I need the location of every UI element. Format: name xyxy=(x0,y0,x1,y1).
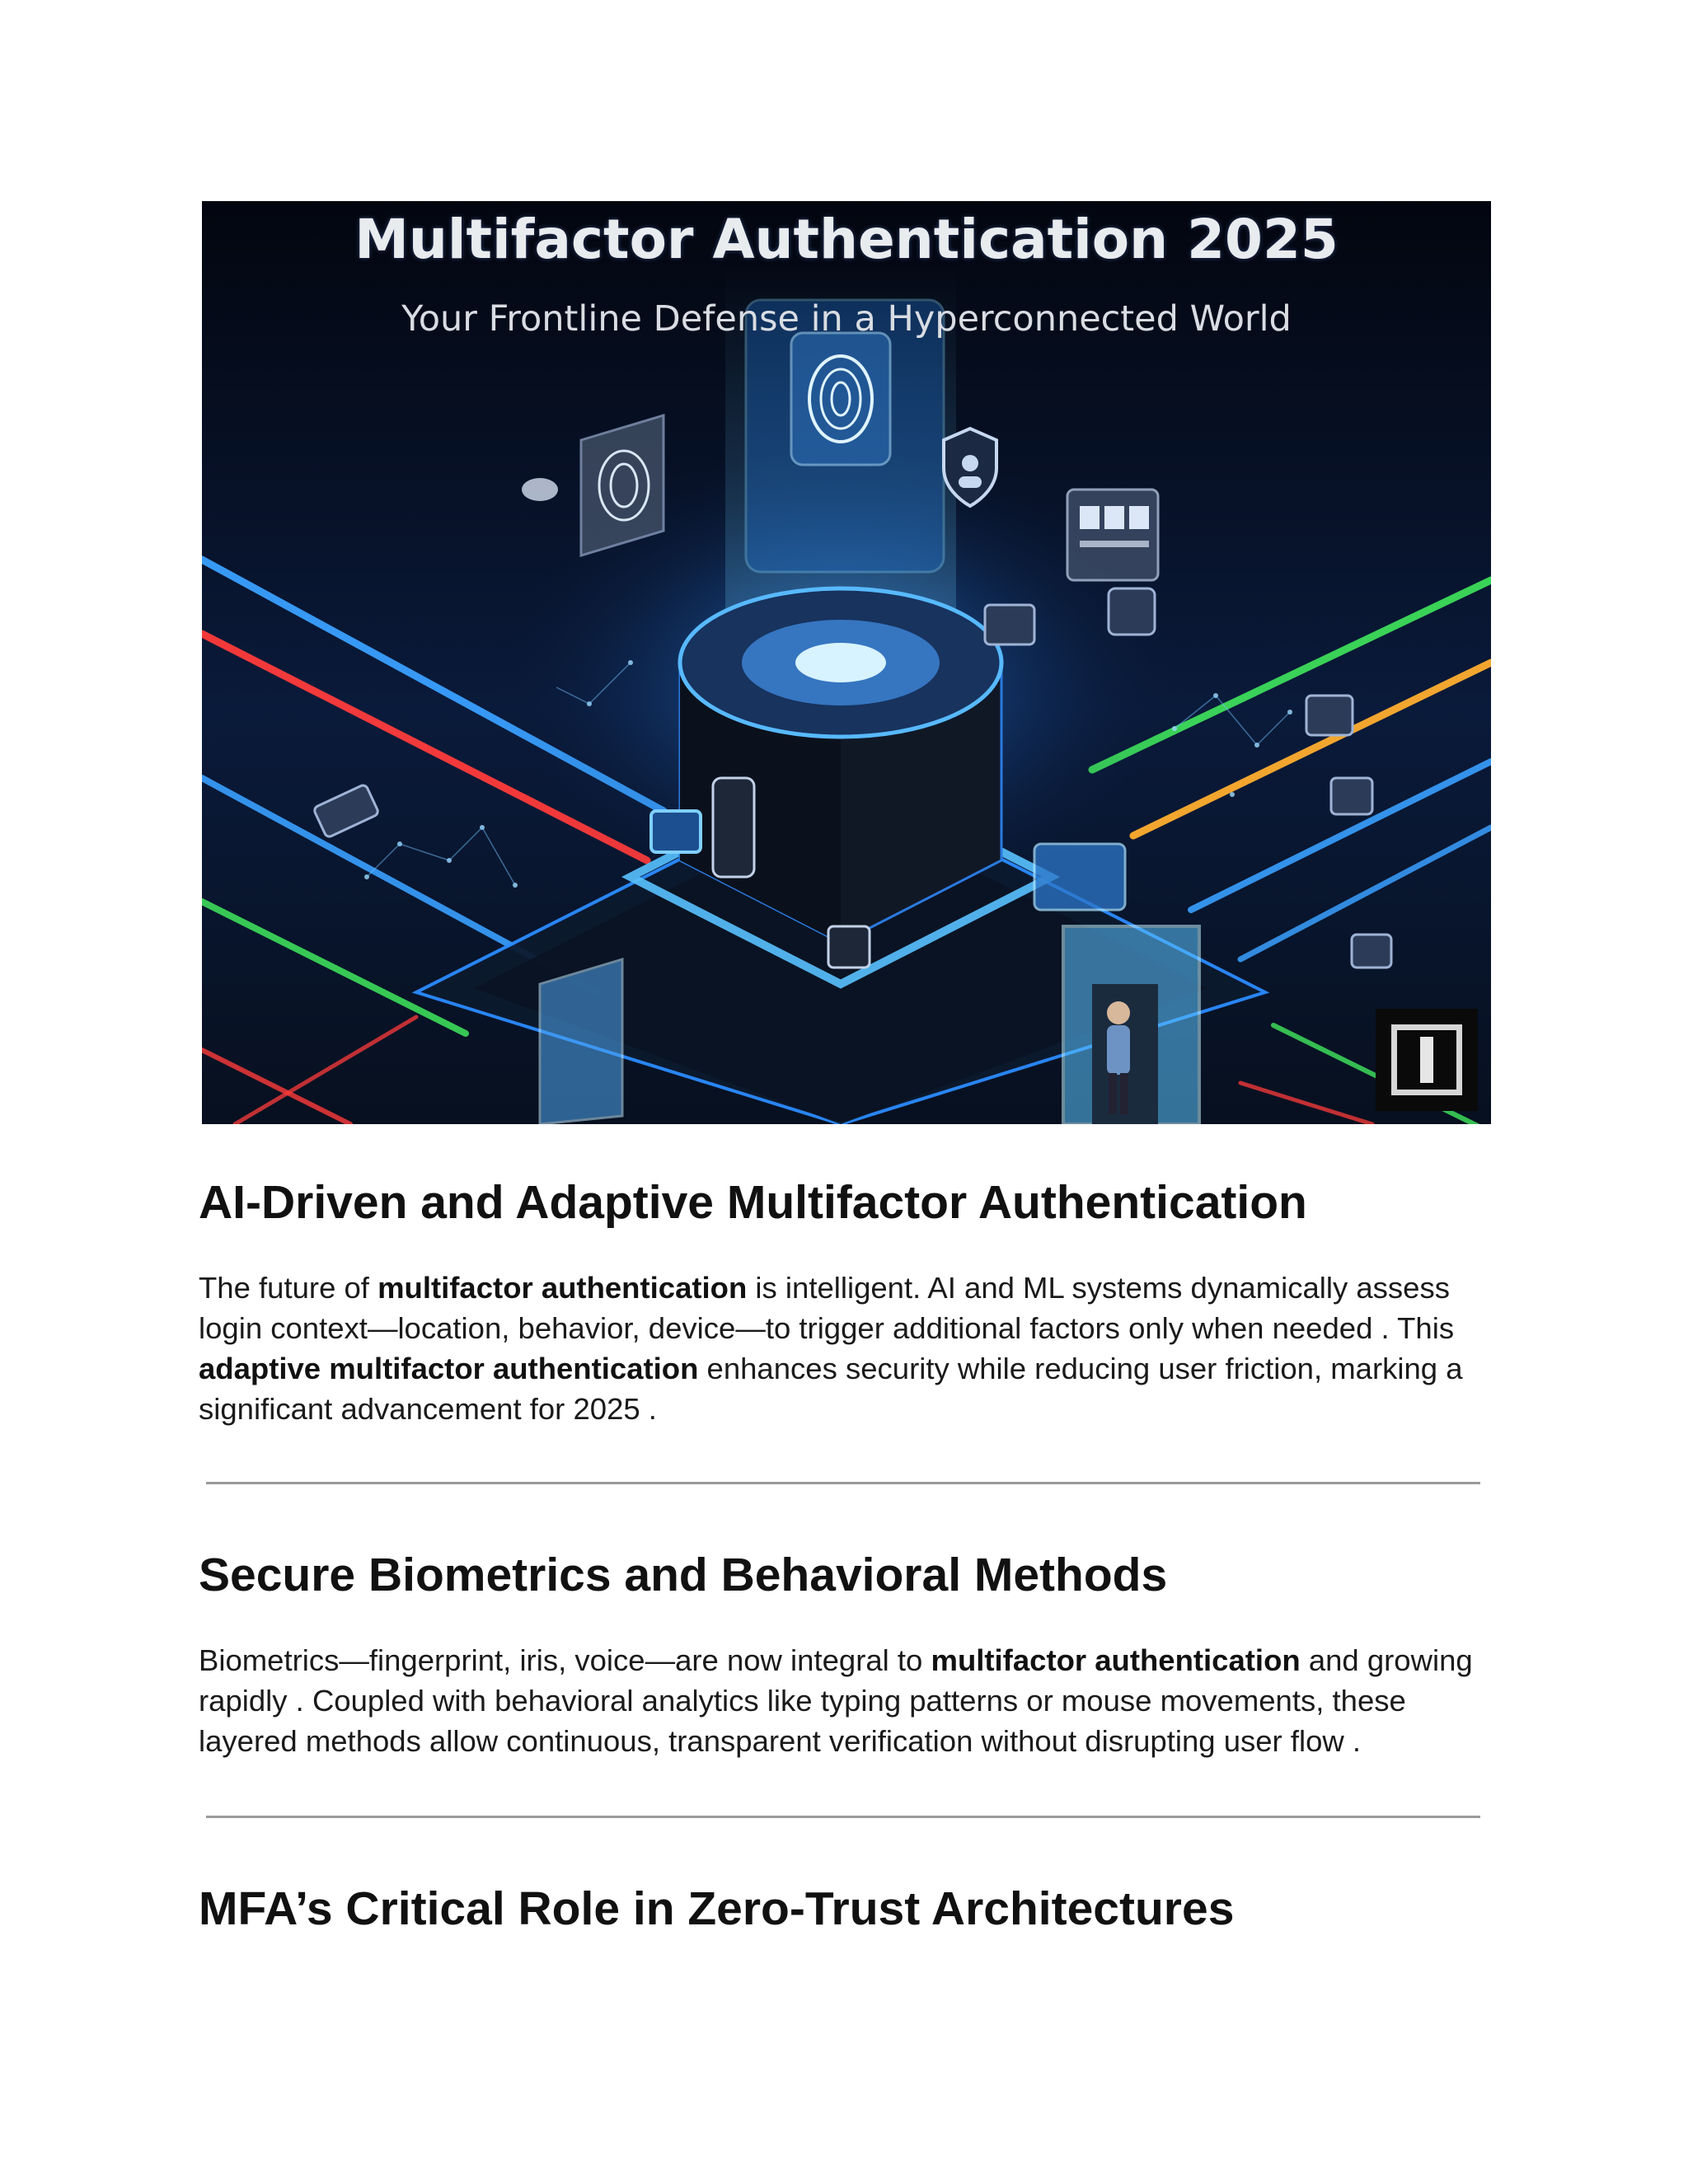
section-heading-biometrics: Secure Biometrics and Behavioral Methods xyxy=(199,1549,1168,1601)
section-heading-ai-driven: AI-Driven and Adaptive Multifactor Authentication xyxy=(199,1176,1307,1229)
hero-image xyxy=(202,201,1491,1124)
bold-keyword: multifactor authentication xyxy=(931,1643,1301,1677)
server-icon xyxy=(1067,490,1158,580)
bold-keyword: adaptive multifactor authentication xyxy=(199,1352,699,1385)
hero-subtitle: Your Frontline Defense in a Hyperconnected World xyxy=(401,298,1292,340)
hero-illustration xyxy=(202,201,1491,1124)
person-icon xyxy=(1063,926,1199,1124)
hero-title: Multifactor Authentication 2025 xyxy=(354,208,1339,271)
body-text: The future of xyxy=(199,1271,378,1305)
brand-logo xyxy=(1376,1009,1478,1111)
lock-icon xyxy=(828,926,870,968)
body-text: is intelligent. AI and ML systems dynamically assess login context—location, behavior, device—to trigger additional factors only when needed . This xyxy=(199,1271,1455,1345)
section-heading-zero-trust: MFA’s Critical Role in Zero-Trust Architectures xyxy=(199,1882,1235,1935)
body-text: Biometrics—fingerprint, iris, voice—are now integral to xyxy=(199,1643,931,1677)
section-body-ai-driven xyxy=(199,1268,1501,1429)
body-text: enhances security while reducing user friction, marking a significant advancement for 2025 . xyxy=(199,1352,1463,1426)
bold-keyword: multifactor authentication xyxy=(377,1271,748,1305)
fingerprint-icon xyxy=(791,333,890,465)
section-divider xyxy=(206,1816,1480,1818)
cloud-icon xyxy=(522,478,558,501)
body-text: and growing rapidly . Coupled with behavioral analytics like typing patterns or mouse movements, these layered methods allow continuous, transparent verification without disrupting user flow . xyxy=(199,1643,1473,1758)
section-body-biometrics xyxy=(199,1640,1501,1761)
section-divider xyxy=(206,1482,1480,1484)
